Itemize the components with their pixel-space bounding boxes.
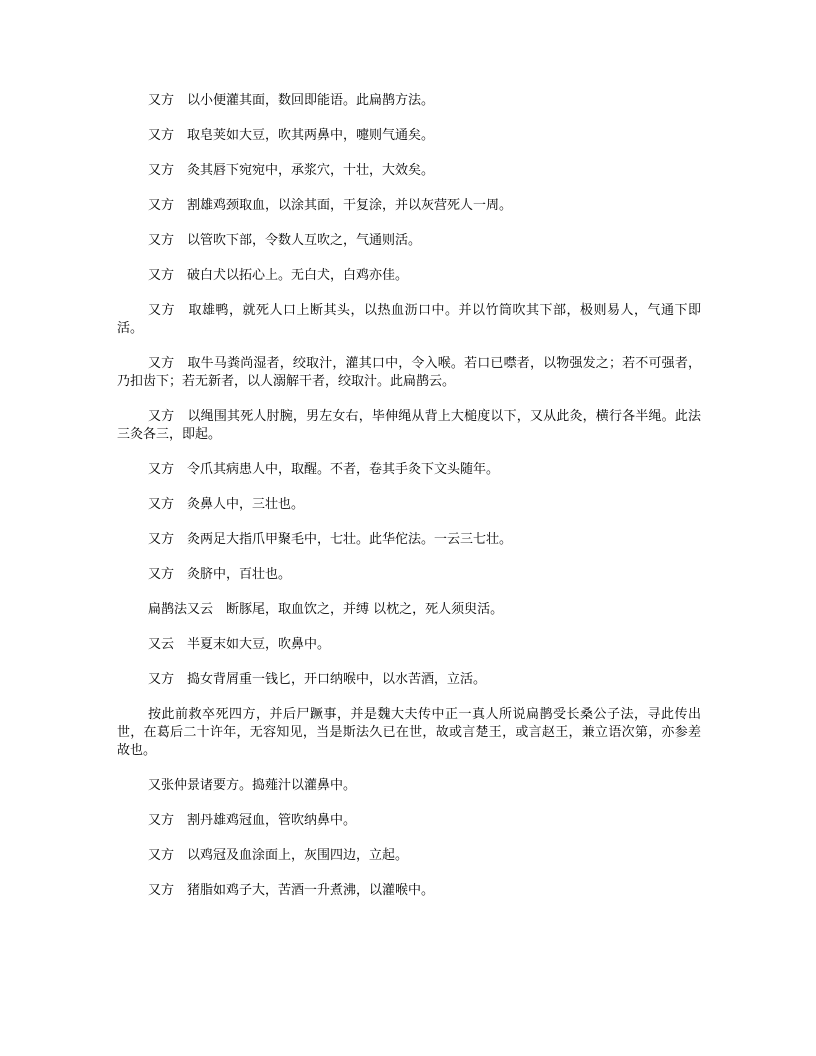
paragraph: 又方 捣女背屑重一钱匕，开口纳喉中，以水苦酒，立活。: [148, 672, 487, 687]
paragraph: 又方 以小便灌其面，数回即能语。此扁鹊方法。: [148, 93, 435, 108]
paragraph: 按此前救卒死四方，并后尸蹶事，并是魏大夫传中正一真人所说扁鹊受长桑公子法，寻此传出世，在葛后二十许年，无容知见，当是斯法久已在世，故或言楚王，或言赵王，兼立语次第，亦参差故也。: [117, 707, 701, 758]
paragraph: 又方 取雄鸭，就死人口上断其头，以热血沥口中。并以竹筒吹其下部，极则易人，气通下即活。: [117, 303, 701, 336]
document-body: [117, 92, 701, 917]
paragraph: 又方 取牛马粪尚湿者，绞取汁，灌其口中，令入喉。若口已噤者，以物强发之；若不可强者，乃扣齿下；若无新者，以人溺解干者，绞取汁。此扁鹊云。: [117, 356, 701, 389]
paragraph: 又方 割丹雄鸡冠血，管吹纳鼻中。: [148, 813, 357, 828]
paragraph: 又张仲景诸要方。捣薤汁以灌鼻中。: [148, 778, 357, 793]
paragraph: 又方 灸鼻人中，三壮也。: [148, 497, 305, 512]
paragraph: 又方 灸其唇下宛宛中，承浆穴，十壮，大效矣。: [148, 163, 435, 178]
paragraph: 又方 灸脐中，百壮也。: [148, 567, 292, 582]
paragraph: 扁鹊法又云 断豚尾，取血饮之，并缚 以枕之，死人须臾活。: [148, 602, 504, 617]
paragraph: 又方 割雄鸡颈取血，以涂其面，干复涂，并以灰营死人一周。: [148, 198, 513, 213]
paragraph: 又云 半夏末如大豆，吹鼻中。: [148, 637, 331, 652]
paragraph: 又方 灸两足大指爪甲聚毛中，七壮。此华佗法。一云三七壮。: [148, 532, 513, 547]
paragraph: 又方 取皂荚如大豆，吹其两鼻中，嚏则气通矣。: [148, 128, 435, 143]
paragraph: 又方 以鸡冠及血涂面上，灰围四边，立起。: [148, 848, 409, 863]
paragraph: 又方 以管吹下部，令数人互吹之，气通则活。: [148, 233, 422, 248]
paragraph: 又方 破白犬以拓心上。无白犬，白鸡亦佳。: [148, 268, 409, 283]
paragraph: 又方 以绳围其死人肘腕，男左女右，毕伸绳从背上大槌度以下，又从此灸，横行各半绳。此法三灸各三，即起。: [117, 409, 701, 442]
paragraph: 又方 令爪其病患人中，取醒。不者，卷其手灸下文头随年。: [148, 462, 500, 477]
paragraph: 又方 猪脂如鸡子大，苦酒一升煮沸，以灌喉中。: [148, 883, 435, 898]
